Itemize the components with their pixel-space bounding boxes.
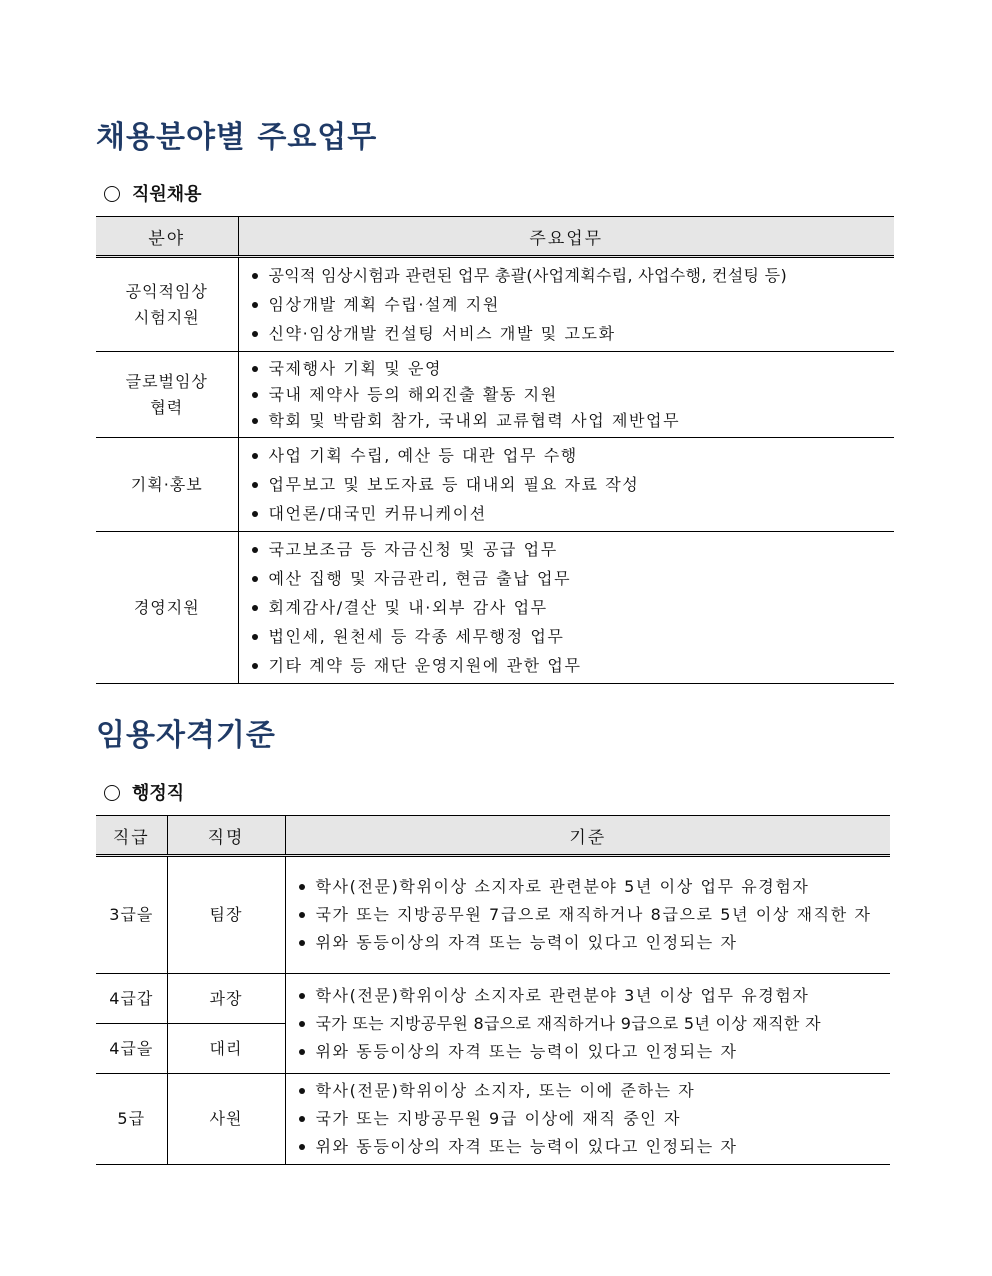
duties-cell	[238, 352, 894, 438]
table-row	[96, 352, 894, 438]
qualifications-table	[96, 815, 890, 1165]
grade-cell: 5급	[96, 1074, 167, 1165]
list-item: 국가 또는 지방공무원 9급 이상에 재직 중인 자	[296, 1105, 885, 1133]
list-item: 업무보고 및 보도자료 등 대내외 필요 자료 작성	[249, 470, 889, 499]
list-item: 학사(전문)학위이상 소지자로 관련분야 5년 이상 업무 유경험자	[296, 873, 885, 901]
duties-cell	[238, 532, 894, 684]
field-cell: 공익적임상 시험지원	[96, 257, 238, 352]
criteria-cell	[285, 974, 890, 1074]
header-field: 분야	[96, 217, 238, 257]
position-cell: 대리	[167, 1024, 285, 1074]
list-item: 회계감사/결산 및 내·외부 감사 업무	[249, 593, 889, 622]
list-item: 학사(전문)학위이상 소지자로 관련분야 3년 이상 업무 유경험자	[296, 982, 885, 1010]
field-cell: 기획·홍보	[96, 438, 238, 532]
criteria-cell	[285, 856, 890, 974]
list-item: 국가 또는 지방공무원 8급으로 재직하거나 9급으로 5년 이상 재직한 자	[296, 1010, 885, 1038]
field-cell: 경영지원	[96, 532, 238, 684]
list-item: 학사(전문)학위이상 소지자, 또는 이에 준하는 자	[296, 1077, 885, 1105]
subsection-label: 직원채용	[132, 184, 202, 205]
subsection-administrative	[104, 779, 184, 805]
grade-cell: 3급을	[96, 856, 167, 974]
table-row	[96, 974, 890, 1024]
table-row	[96, 257, 894, 352]
grade-cell: 4급갑	[96, 974, 167, 1024]
list-item: 위와 동등이상의 자격 또는 능력이 있다고 인정되는 자	[296, 1038, 885, 1066]
table-header-row	[96, 217, 894, 257]
table-row	[96, 1074, 890, 1165]
list-item: 국제행사 기획 및 운영	[249, 356, 889, 382]
subsection-staff-hiring	[104, 180, 202, 206]
list-item: 예산 집행 및 자금관리, 현금 출납 업무	[249, 564, 889, 593]
list-item: 법인세, 원천세 등 각종 세무행정 업무	[249, 622, 889, 651]
header-grade: 직급	[96, 816, 167, 856]
table-row	[96, 532, 894, 684]
list-item: 위와 동등이상의 자격 또는 능력이 있다고 인정되는 자	[296, 1133, 885, 1161]
header-position: 직명	[167, 816, 285, 856]
header-duties: 주요업무	[238, 217, 894, 257]
section-title-duties: 채용분야별 주요업무	[96, 120, 378, 155]
list-item: 사업 기획 수립, 예산 등 대관 업무 수행	[249, 441, 889, 470]
duties-cell	[238, 438, 894, 532]
list-item: 위와 동등이상의 자격 또는 능력이 있다고 인정되는 자	[296, 929, 885, 957]
list-item: 학회 및 박람회 참가, 국내외 교류협력 사업 제반업무	[249, 408, 889, 434]
list-item: 공익적 임상시험과 관련된 업무 총괄(사업계획수립, 사업수행, 컨설팅 등)	[249, 261, 889, 290]
table-row	[96, 856, 890, 974]
position-cell: 팀장	[167, 856, 285, 974]
circle-bullet-icon	[104, 785, 120, 801]
table-row	[96, 438, 894, 532]
list-item: 국내 제약사 등의 해외진출 활동 지원	[249, 382, 889, 408]
list-item: 국가 또는 지방공무원 7급으로 재직하거나 8급으로 5년 이상 재직한 자	[296, 901, 885, 929]
list-item: 신약·임상개발 컨설팅 서비스 개발 및 고도화	[249, 319, 889, 348]
grade-cell: 4급을	[96, 1024, 167, 1074]
section-title-qualifications: 임용자격기준	[96, 718, 276, 753]
list-item: 임상개발 계획 수립·설계 지원	[249, 290, 889, 319]
list-item: 국고보조금 등 자금신청 및 공급 업무	[249, 535, 889, 564]
circle-bullet-icon	[104, 186, 120, 202]
criteria-cell	[285, 1074, 890, 1165]
list-item: 기타 계약 등 재단 운영지원에 관한 업무	[249, 651, 889, 680]
duties-table	[96, 216, 894, 684]
duties-cell	[238, 257, 894, 352]
list-item: 대언론/대국민 커뮤니케이션	[249, 499, 889, 528]
position-cell: 사원	[167, 1074, 285, 1165]
subsection-label: 행정직	[132, 783, 185, 804]
header-criteria: 기준	[285, 816, 890, 856]
position-cell: 과장	[167, 974, 285, 1024]
table-header-row	[96, 816, 890, 856]
field-cell: 글로벌임상 협력	[96, 352, 238, 438]
